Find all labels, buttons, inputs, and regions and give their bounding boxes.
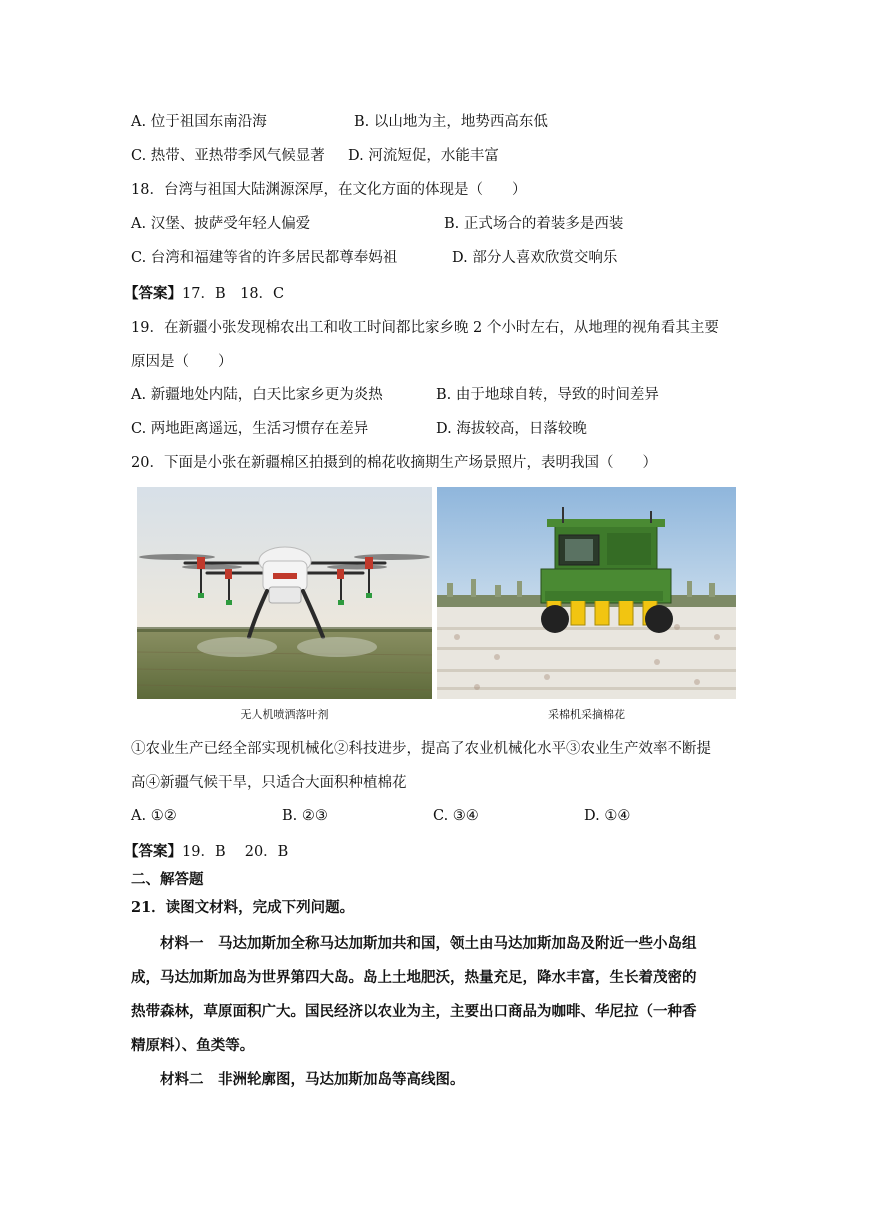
q21-material1-line4: 精原料）、鱼类等。 — [131, 1037, 255, 1054]
q20-stem: 20．下面是小张在新疆棉区拍摄到的棉花收摘期生产场景照片，表明我国（ ） — [131, 455, 657, 471]
harvester-photo — [437, 487, 736, 699]
harvester-illustration — [437, 487, 736, 699]
q17-option-a: A. 位于祖国东南沿海 — [131, 114, 267, 130]
q19-option-a: A. 新疆地处内陆，白天比家乡更为炎热 — [131, 387, 383, 403]
q18-option-b: B. 正式场合的着装多是西装 — [444, 216, 624, 232]
q17-option-b: B. 以山地为主，地势西高东低 — [354, 114, 548, 130]
q18-option-d: D. 部分人喜欢欣赏交响乐 — [452, 250, 618, 266]
q19-option-b: B. 由于地球自转，导致的时间差异 — [436, 387, 659, 403]
q20-statements-line1: ①农业生产已经全部实现机械化②科技进步，提高了农业机械化水平③农业生产效率不断提 — [131, 741, 711, 757]
q18-option-a: A. 汉堡、披萨受年轻人偏爱 — [131, 216, 311, 232]
answer-17-18 — [124, 284, 284, 304]
q19-option-c: C. 两地距离遥远，生活习惯存在差异 — [131, 421, 369, 437]
answer-text: 19．B 20．B — [182, 844, 289, 860]
answer-tag: 【答案】 — [124, 285, 182, 302]
caption-drone: 无人机喷洒落叶剂 — [240, 708, 329, 721]
q20-statements-line2: 高④新疆气候干旱，只适合大面积种植棉花 — [131, 775, 407, 791]
q21-material1-line3: 热带森林，草原面积广大。国民经济以农业为主，主要出口商品为咖啡、华尼拉（一种香 — [131, 1003, 697, 1020]
q21-material1-line2: 成，马达加斯加岛为世界第四大岛。岛上土地肥沃，热量充足，降水丰富，生长着茂密的 — [131, 969, 697, 986]
drone-photo — [137, 487, 432, 699]
q21-material1-line1: 材料一 马达加斯加全称马达加斯加共和国，领土由马达加斯加岛及附近一些小岛组 — [160, 935, 697, 952]
q17-option-d: D. 河流短促，水能丰富 — [348, 148, 499, 164]
answer-text: 17．B 18．C — [182, 286, 285, 302]
q17-option-c: C. 热带、亚热带季风气候显著 — [131, 148, 325, 164]
drone-illustration — [137, 487, 432, 699]
q20-option-d: D. ①④ — [584, 808, 631, 824]
q21-stem: 21．读图文材料，完成下列问题。 — [131, 899, 355, 916]
caption-harvester: 采棉机采摘棉花 — [548, 708, 625, 721]
q18-option-c: C. 台湾和福建等省的许多居民都尊奉妈祖 — [131, 250, 398, 266]
q20-option-c: C. ③④ — [433, 808, 479, 824]
q19-stem-line2: 原因是（ ） — [131, 354, 233, 370]
answer-19-20 — [124, 842, 288, 862]
q18-stem: 18．台湾与祖国大陆渊源深厚，在文化方面的体现是（ ） — [131, 182, 527, 198]
q19-option-d: D. 海拔较高，日落较晚 — [436, 421, 587, 437]
answer-tag: 【答案】 — [124, 843, 182, 860]
q21-material2: 材料二 非洲轮廓图，马达加斯加岛等高线图。 — [160, 1071, 465, 1088]
q20-option-b: B. ②③ — [282, 808, 328, 824]
section-title: 二、解答题 — [131, 871, 204, 888]
q19-stem-line1: 19．在新疆小张发现棉农出工和收工时间都比家乡晚 2 个小时左右，从地理的视角看其主要 — [131, 320, 719, 336]
q20-option-a: A. ①② — [131, 808, 177, 824]
